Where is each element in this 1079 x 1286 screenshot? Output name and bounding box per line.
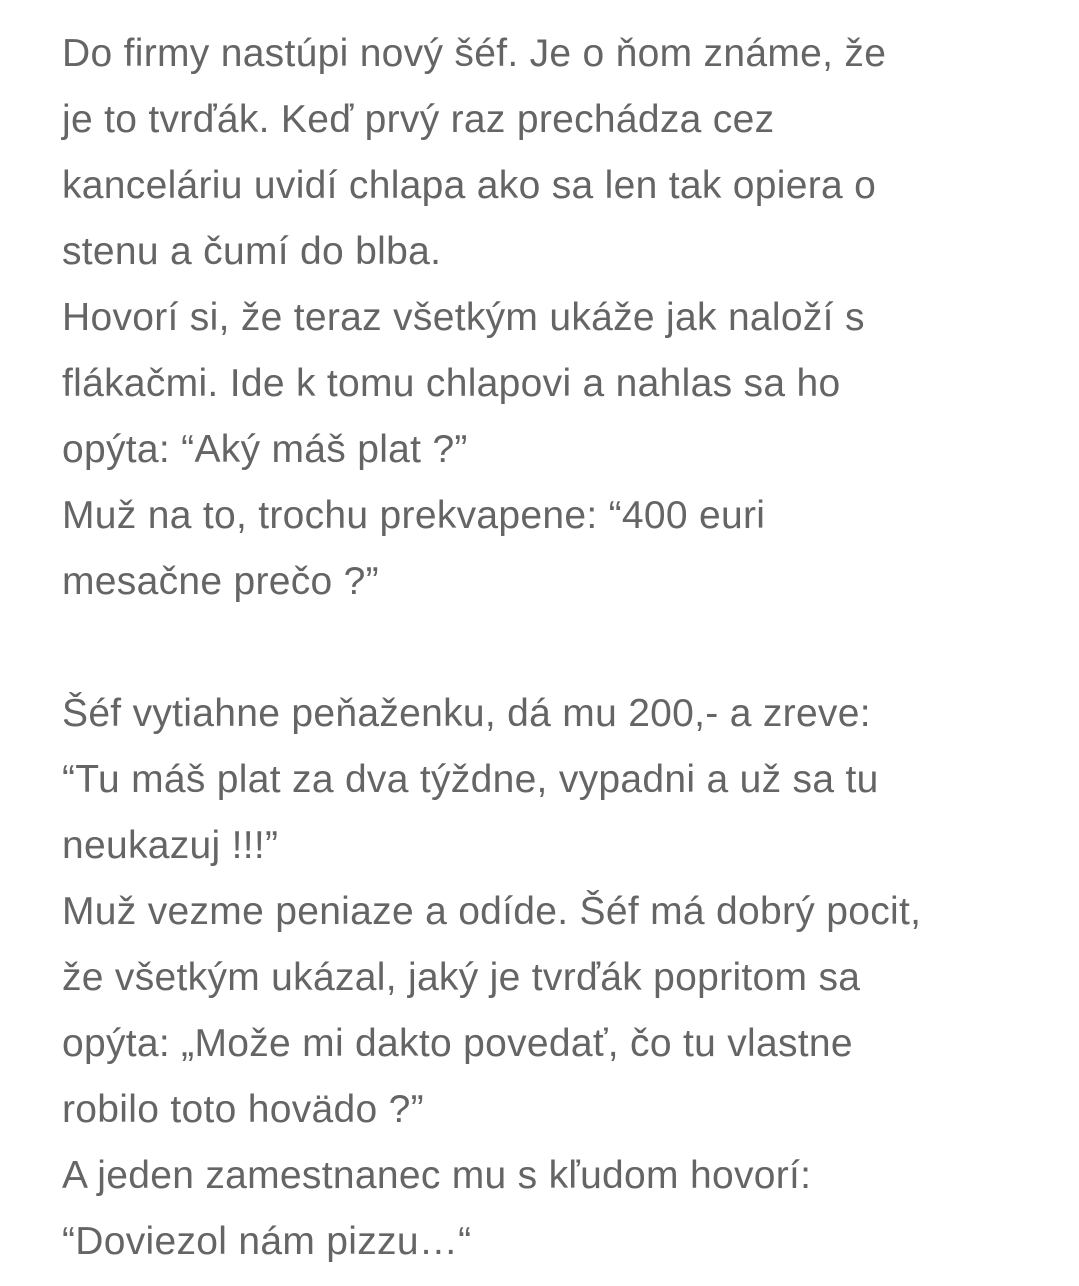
paragraph [62,615,1039,681]
text-line: Muž na to, trochu prekvapene: “400 euri [62,494,766,537]
text-line: Muž vezme peniaze a odíde. Šéf má dobrý pocit, [62,890,922,933]
text-line: “Tu máš plat za dva týždne, vypadni a už sa tu [62,758,879,801]
paragraph [62,879,1039,1143]
text-line: že všetkým ukázal, jaký je tvrďák popritom sa [62,956,861,999]
text-line: robilo toto hovädo ?” [62,1088,424,1131]
blank-line [62,615,1039,681]
paragraph [62,285,1039,483]
text-line: Do firmy nastúpi nový šéf. Je o ňom známe, že [62,32,887,75]
text-line: “Doviezol nám pizzu…“ [62,1220,472,1263]
text-line: stenu a čumí do blba. [62,230,442,273]
text-line: neukazuj !!!” [62,824,279,867]
text-line: Šéf vytiahne peňaženku, dá mu 200,- a zreve: [62,692,871,735]
paragraph [62,21,1039,285]
text-line: je to tvrďák. Keď prvý raz prechádza cez [62,98,775,141]
text-line: A jeden zamestnanec mu s kľudom hovorí: [62,1154,812,1197]
paragraph [62,1143,1039,1275]
text-line: flákačmi. Ide k tomu chlapovi a nahlas sa ho [62,362,841,405]
paragraph [62,483,1039,615]
text-line: Hovorí si, že teraz všetkým ukáže jak naloží s [62,296,865,339]
text-line: kanceláriu uvidí chlapa ako sa len tak opiera o [62,164,877,207]
paragraph [62,681,1039,879]
text-line: opýta: „Može mi dakto povedať, čo tu vlastne [62,1022,853,1065]
text-line: opýta: “Aký máš plat ?” [62,428,468,471]
text-line: mesačne prečo ?” [62,560,379,603]
